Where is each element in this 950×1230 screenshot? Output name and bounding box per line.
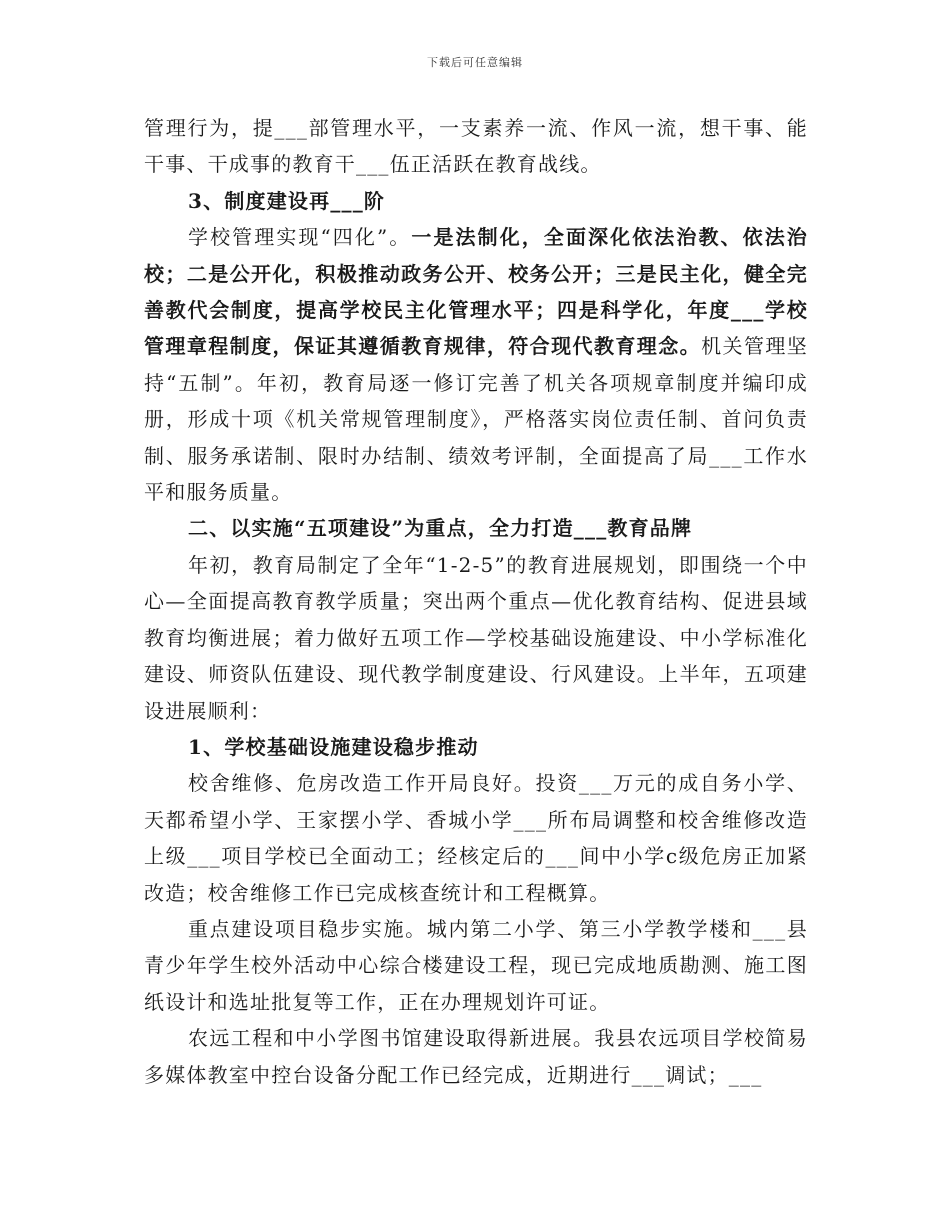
text-run: 重点建设项目稳步实施。城内第二小学、第三小学教学楼和___县青少年学生校外活动中心综合楼建设工程，现已完成地质勘测、施工图纸设计和选址批复等工作，正在办理规划许可证。 [144,916,808,1014]
text-run: 学校管理实现“四化”。 [188,225,412,250]
paragraph-4 [144,547,808,729]
text-run: 校舍维修、危房改造工作开局良好。投资___万元的成自务小学、天都希望小学、王家摆小学、香城小学___所布局调整和校舍维修改造上级___项目学校已全面动工；经核定后的___间中小学c级危房正加紧改造；校舍维修工作已完成核查统计和工程概算。 [144,771,808,905]
text-run: 年初，教育局制定了全年“1-2-5”的教育进展规划，即围绕一个中心—全面提高教育教学质量；突出两个重点—优化教育结构、促进县域教育均衡进展；着力做好五项工作—学校基础设施建设、中小学标准化建设、师资队伍建设、现代教学制度建设、行风建设。上半年，五项建设进展顺利： [144,552,808,723]
paragraph-7 [144,911,808,1020]
paragraph-6 [144,765,808,911]
paragraph-3 [144,510,808,546]
page-header: 下载后可任意编辑 [427,56,523,69]
paragraph-0 [144,110,808,183]
paragraph-1 [144,183,808,219]
bold-text-run: 1、学校基础设施建设稳步推动 [188,734,479,759]
paragraph-5 [144,729,808,765]
bold-text-run: 二、以实施“五项建设”为重点，全力打造___教育品牌 [188,516,693,541]
text-run: 管理行为，提___部管理水平，一支素养一流、作风一流，想干事、能干事、干成事的教育干___伍正活跃在教育战线。 [144,116,808,177]
paragraph-8 [144,1020,808,1093]
text-run: 农远工程和中小学图书馆建设取得新进展。我县农远项目学校简易多媒体教室中控台设备分配工作已经完成，近期进行___调试；___ [144,1026,808,1087]
bold-text-run: 3、制度建设再___阶 [188,188,386,213]
text-run: 机关管理坚持“五制”。年初，教育局逐一修订完善了机关各项规章制度并编印成册，形成十项《机关常规管理制度》，严格落实岗位责任制、首问负责制、服务承诺制、限时办结制、绩效考评制，全面提高了局___工作水平和服务质量。 [144,334,808,505]
document-body [144,110,808,1093]
paragraph-2 [144,219,808,510]
bold-text-run: 一是法制化，全面深化依法治教、依法治校；二是公开化，积极推动政务公开、校务公开；三是民主化，健全完善教代会制度，提高学校民主化管理水平；四是科学化，年度___学校管理章程制度，保证其遵循教育规律，符合现代教育理念。 [144,225,808,359]
